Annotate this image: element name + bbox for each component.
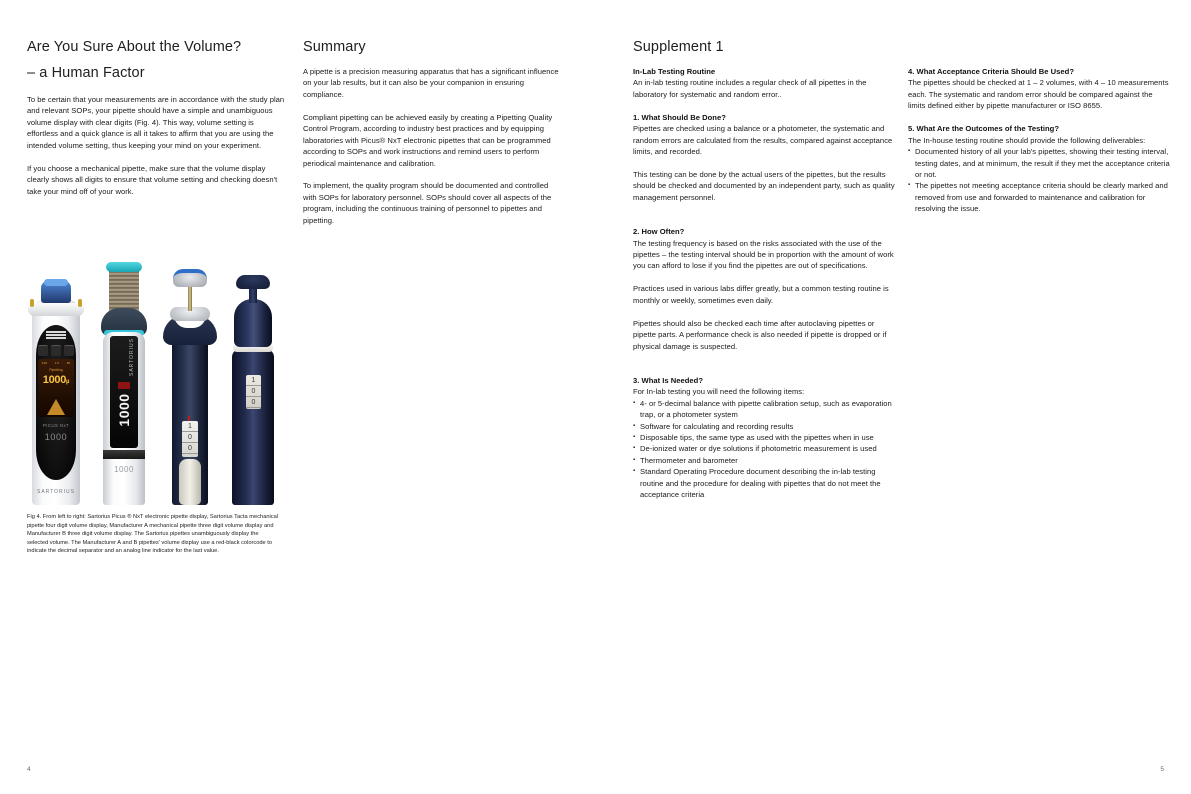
section-subhead: 2. How Often? xyxy=(633,227,685,237)
supplement-section-3 xyxy=(633,375,895,501)
lcd-mode-label: Pipetting xyxy=(49,368,63,372)
spacer xyxy=(633,215,895,226)
pipette-2-mid-band xyxy=(103,450,145,459)
section-subhead: 1. What Should Be Done? xyxy=(633,112,726,122)
counter-digit: 0 xyxy=(182,443,198,454)
section-paragraph: Practices used in various labs differ greatly, but a common testing routine is monthly or weekly, sometimes even daily. xyxy=(633,284,889,305)
pipette-3-rod xyxy=(188,285,192,311)
pipette-1-softkeys xyxy=(38,345,74,356)
menu-icon xyxy=(46,331,66,339)
lcd-unit: µ xyxy=(66,379,70,385)
counter-digit: 0 xyxy=(246,386,261,397)
summary-body xyxy=(303,66,563,226)
pipette-4-stem xyxy=(249,287,257,303)
page-number-left: 4 xyxy=(27,766,31,773)
pipette-2-display-window xyxy=(110,336,138,448)
list-item-text: Thermometer and barometer xyxy=(640,455,738,465)
section-paragraph: The testing frequency is based on the risks associated with the use of the pipettes – the testing interval should be in proportion with the amount of work you can afford to lose if you find the pipettes are out of specifications. xyxy=(633,238,894,271)
bullet-icon: ▪ xyxy=(908,182,911,189)
list-item xyxy=(633,443,895,454)
supplement-heading: Supplement 1 xyxy=(633,39,724,55)
spacer xyxy=(633,363,895,374)
pipette-tacta xyxy=(100,262,148,505)
list-item xyxy=(633,466,895,500)
section-subhead: 4. What Acceptance Criteria Should Be Used? xyxy=(908,67,1074,76)
lcd-top-indicators xyxy=(38,361,74,365)
pipette-picus-nxt xyxy=(28,277,84,505)
supplement-column-4 xyxy=(908,66,1170,215)
bullet-icon: ▪ xyxy=(908,148,911,155)
pipette-2-volume-digits: 1000 xyxy=(116,393,132,427)
pipette-3-tip-cone xyxy=(179,459,201,505)
pipette-4-plunger-knob xyxy=(236,275,270,289)
pipette-manufacturer-b xyxy=(227,275,279,505)
pipette-1-plunger-cap xyxy=(44,279,68,286)
bullet-icon: ▪ xyxy=(633,456,636,463)
section-subhead: 3. What Is Needed? xyxy=(633,375,703,385)
pipette-1-volume-text: 1000 xyxy=(44,432,68,442)
section-lead-in: For In-lab testing you will need the following items: xyxy=(633,387,805,397)
article-body xyxy=(27,94,285,197)
list-item-text: Disposable tips, the same type as used with the pipettes when in use xyxy=(640,433,874,442)
lcd-indicator: 50 xyxy=(66,361,71,365)
supplement-section-1 xyxy=(633,112,895,204)
bullet-icon: ▪ xyxy=(633,434,636,440)
lcd-number: 1000 xyxy=(42,374,67,386)
counter-digit: 0 xyxy=(182,432,198,443)
pipette-2-plunger-cap xyxy=(106,262,142,272)
pipette-1-lcd-display xyxy=(38,359,74,417)
supplement-intro xyxy=(633,66,895,100)
outcomes-list xyxy=(908,146,1170,215)
summary-paragraph: To implement, the quality program should be documented and controlled with SOPs for laboratory personnel. SOPs should cover all aspects of the program, including the continuous training of personnel to pipettes and pipetting. xyxy=(303,181,552,225)
counter-digit: 0 xyxy=(246,397,261,408)
list-item xyxy=(633,421,895,432)
bullet-icon: ▪ xyxy=(633,468,636,475)
pipette-4-volume-counter xyxy=(246,375,261,409)
section-paragraph: The pipettes should be checked at 1 – 2 volumes, with 4 – 10 measurements each. The systematic and random error should be compared against the limits defined either by pipette manufacturer or ISO 8655. xyxy=(908,78,1169,111)
page-title-line-2: – a Human Factor xyxy=(27,65,145,81)
section-paragraph: Pipettes should also be checked each time after autoclaving pipettes or pipette parts. A performance check is also needed if pipette is dropped or if physical damage is suspected. xyxy=(633,318,887,351)
summary-paragraph: Compliant pipetting can be achieved easily by creating a Pipetting Quality Control Program, according to industry best practices and by equipping laboratories with Picus® NxT electronic pipettes that can be programmed according to SOPs and work instructions and remind users to perform periodical maintenance and calibration. xyxy=(303,112,553,168)
section-lead-in: The In-house testing routine should provide the following deliverables: xyxy=(908,135,1146,145)
list-item xyxy=(908,180,1170,214)
section-paragraph: Pipettes are checked using a balance or a photometer, the systematic and random errors are calculated from the results, compared against acceptance limits, and recorded. xyxy=(633,124,893,157)
lcd-volume-value xyxy=(38,374,74,386)
supplement-intro-text: An in-lab testing routine includes a regular check of all pipettes in the laboratory for systematic and random error.. xyxy=(633,78,867,99)
supplement-section-5 xyxy=(908,123,1170,215)
bullet-icon: ▪ xyxy=(633,399,636,406)
figure-caption: Fig 4. From left to right: Sartorius Picus ® NxT electronic pipette display, Sartorius Tacta mechanical pipette four digit volume display, Manufacturer A mechanical pipette three digit volume display and Manufacturer B three digit volume display. The Sartorius pipettes unambiguously display the selected volume. The Manufacturer A and B pipettes' volume display use a red-black colorcode to indicate the decimal separator and an analog line indicator for the last value. xyxy=(27,514,279,555)
counter-digit: 1 xyxy=(246,375,261,386)
page-title-line-1: Are You Sure About the Volume? xyxy=(27,39,242,55)
lcd-indicator: 100 xyxy=(41,361,47,365)
pipette-photograph xyxy=(22,262,284,505)
supplement-intro-subhead: In-Lab Testing Routine xyxy=(633,67,716,76)
list-item xyxy=(633,398,895,421)
lcd-indicator: 1.0 xyxy=(54,361,59,365)
pipette-4-upper-body xyxy=(234,299,272,347)
lcd-tip-graphic xyxy=(47,399,65,415)
pipette-1-model-text: PICUS NxT xyxy=(42,423,70,428)
supplement-column-3 xyxy=(633,66,895,501)
bullet-icon: ▪ xyxy=(633,422,636,429)
pipette-3-volume-knob xyxy=(173,269,207,287)
pipette-1-brand-text: SARTORIUS xyxy=(37,489,75,495)
pipette-manufacturer-a xyxy=(162,269,218,505)
supplement-section-4 xyxy=(908,66,1170,112)
summary-heading: Summary xyxy=(303,39,366,55)
list-item-text: 4- or 5-decimal balance with pipette calibration setup, such as evaporation trap, or a photometer system xyxy=(640,398,892,420)
counter-digit: 1 xyxy=(182,421,198,432)
list-item xyxy=(633,432,895,443)
list-item-text: Documented history of all your lab's pipettes, showing their testing interval, testing dates, and at minimum, the result if they met the acceptance criteria or not. xyxy=(915,147,1170,180)
list-item-text: The pipettes not meeting acceptance criteria should be clearly marked and removed from use and forwarded to maintenance and calibration for resolving the issue. xyxy=(915,181,1168,214)
pipette-2-tip-volume-text: 1000 xyxy=(114,465,134,474)
list-item xyxy=(908,146,1170,180)
summary-paragraph: A pipette is a precision measuring apparatus that has a significant influence on your lab results, but it can also be your companion in ensuring compliance. xyxy=(303,67,559,99)
list-item-text: Standard Operating Procedure document describing the in-lab testing routine and the procedure for dealing with pipettes that do not meet the acceptance criteria xyxy=(640,467,881,500)
article-paragraph: To be certain that your measurements are in accordance with the study plan and relevant SOPs, your pipette should have a simple and unambiguous volume display with clear digits (Fig. 4). This way, volume setting is effortless and a quick glance is all it takes to affirm that you are using the intended volume setting, thus keeping your mind on your experiment. xyxy=(27,95,285,150)
list-item xyxy=(633,455,895,466)
supplement-section-2 xyxy=(633,226,895,352)
article-paragraph: If you choose a mechanical pipette, make sure that the volume display clearly shows all digits to ensure that volume setting and checking doesn't take your mind off of your work. xyxy=(27,163,278,196)
pipette-2-brand-text: SARTORIUS xyxy=(129,338,135,376)
list-item-text: Software for calculating and recording results xyxy=(640,421,794,431)
bullet-icon: ▪ xyxy=(633,445,636,452)
pipette-1-hanger xyxy=(28,303,84,316)
list-item-text: De-ionized water or dye solutions if photometric measurement is used xyxy=(640,444,877,454)
section-paragraph: This testing can be done by the actual users of the pipettes, but the results should be checked and documented by an independent party, such as quality management personnel. xyxy=(633,169,895,202)
figure-4 xyxy=(22,262,284,512)
page-number-right: 5 xyxy=(1160,766,1164,773)
pipette-3-volume-counter xyxy=(182,421,198,457)
section-subhead: 5. What Are the Outcomes of the Testing? xyxy=(908,124,1059,134)
pipette-4-body xyxy=(232,349,274,505)
needed-items-list xyxy=(633,398,895,501)
